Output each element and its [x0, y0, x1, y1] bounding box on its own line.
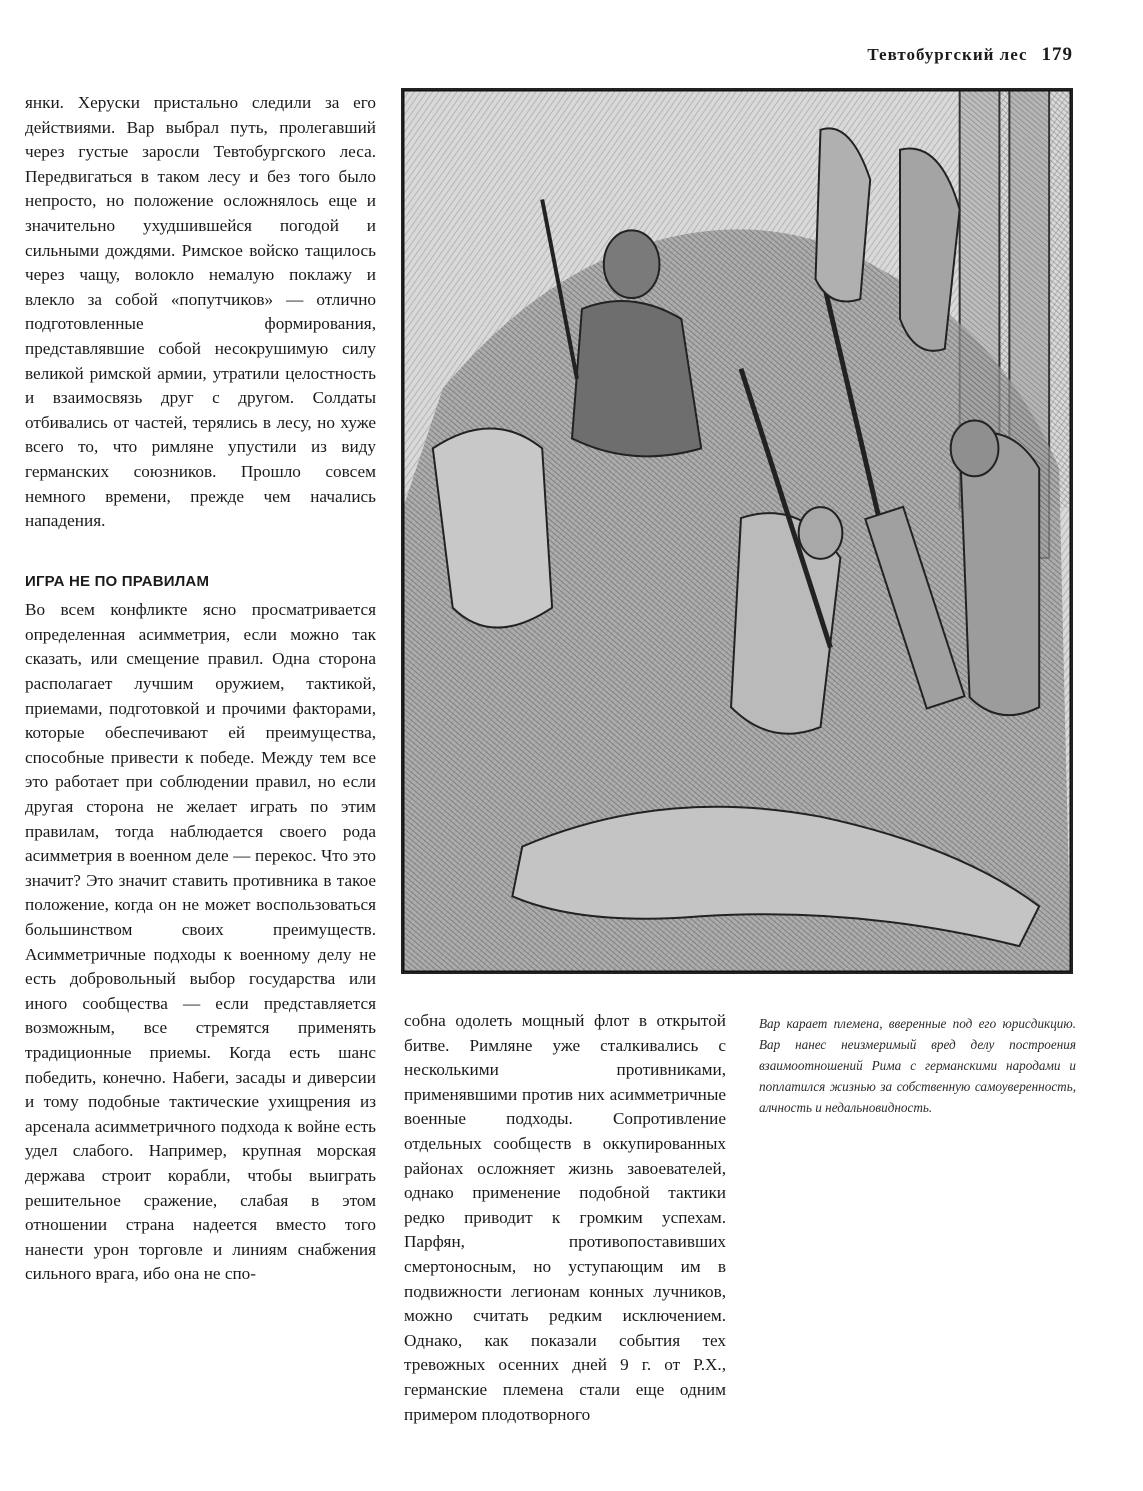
- paragraph: Во всем конфликте ясно просматривается определенная асимметрия, если можно так сказать, или смещение правил. Одна сторона располагает лучшим оружием, тактикой, приемами, подготовкой и прочими факторами, которые обеспечивают ей преимущества, способные привести к победе. Между тем все это работает при соблюдении правил, но если другая сторона не желает играть по этим правилам, тогда наблюдается своего рода асимметрия в военном деле — перекос. Что это значит? Это значит ставить противника в такое положение, когда он не может воспользоваться большинством своих преимуществ. Асимметричные подходы к военному делу не есть добровольный выбор государства или иного сообщества — если представляется возможным, все стремятся применять традиционные приемы. Когда есть шанс победить, конечно. Набеги, засады и диверсии и тому подобные тактические ухищрения из арсенала асимметричного подхода к войне есть удел слабого. Например, крупная морская держава строит корабли, чтобы выиграть решительное сражение, слабая в этом отношении страна надеется вместо того нанести урон торговле и линиям снабжения сильного врага, ибо она не спо-: [25, 600, 376, 1284]
- paragraph-continued: янки. Херуски пристально следили за его действиями. Вар выбрал путь, пролегавший через густые заросли Тевтобургского леса. Передвигаться в таком лесу и без того было непросто, но положение осложнялось еще и значительно ухудшившейся погодой и сильными дождями. Римское войско тащилось через чащу, волокло немалую поклажу и влекло за собой «попутчиков» — отлично подготовленные формирования, представлявшие собой несокрушимую силу великой римской армии, утратили целостность и взаимосвязь друг с другом. Солдаты отбивались от частей, терялись в лесу, но хуже всего то, что римляне упустили из виду германских союзников. Прошло совсем немного времени, прежде чем начались нападения.: [25, 93, 376, 531]
- running-title: Тевтобургский лес: [867, 45, 1028, 64]
- page-number: 179: [1041, 44, 1073, 65]
- running-head: [867, 44, 1073, 66]
- section-heading: ИГРА НЕ ПО ПРАВИЛАМ: [25, 572, 210, 590]
- paragraph: собна одолеть мощный флот в открытой битве. Римляне уже сталкивались с несколькими противниками, применявшими против них асимметричные военные подходы. Сопротивление отдельных сообществ в оккупированных районах осложняет жизнь завоевателей, однако применение подобной тактики редко приводит к громким успехам. Парфян, противопоставивших смертоносным, но уступающим им в подвижности легионам конных лучников, можно считать редким исключением. Однако, как показали события тех тревожных осенних дней 9 г. от Р.Х., германские племена стали еще одним примером плодотворного: [404, 1011, 726, 1424]
- middle-column: [404, 1009, 726, 1427]
- engraving-drawing: [403, 90, 1071, 972]
- engraving-illustration: [401, 88, 1073, 974]
- left-column: [25, 91, 376, 1287]
- figure-caption: Вар карает племена, вверенные под его юрисдикцию. Вар нанес неизмеримый вред делу построения взаимоотношений Рима с германскими народами и поплатился жизнью за собственную самоуверенность, алчность и недальновидность.: [759, 1016, 1076, 1115]
